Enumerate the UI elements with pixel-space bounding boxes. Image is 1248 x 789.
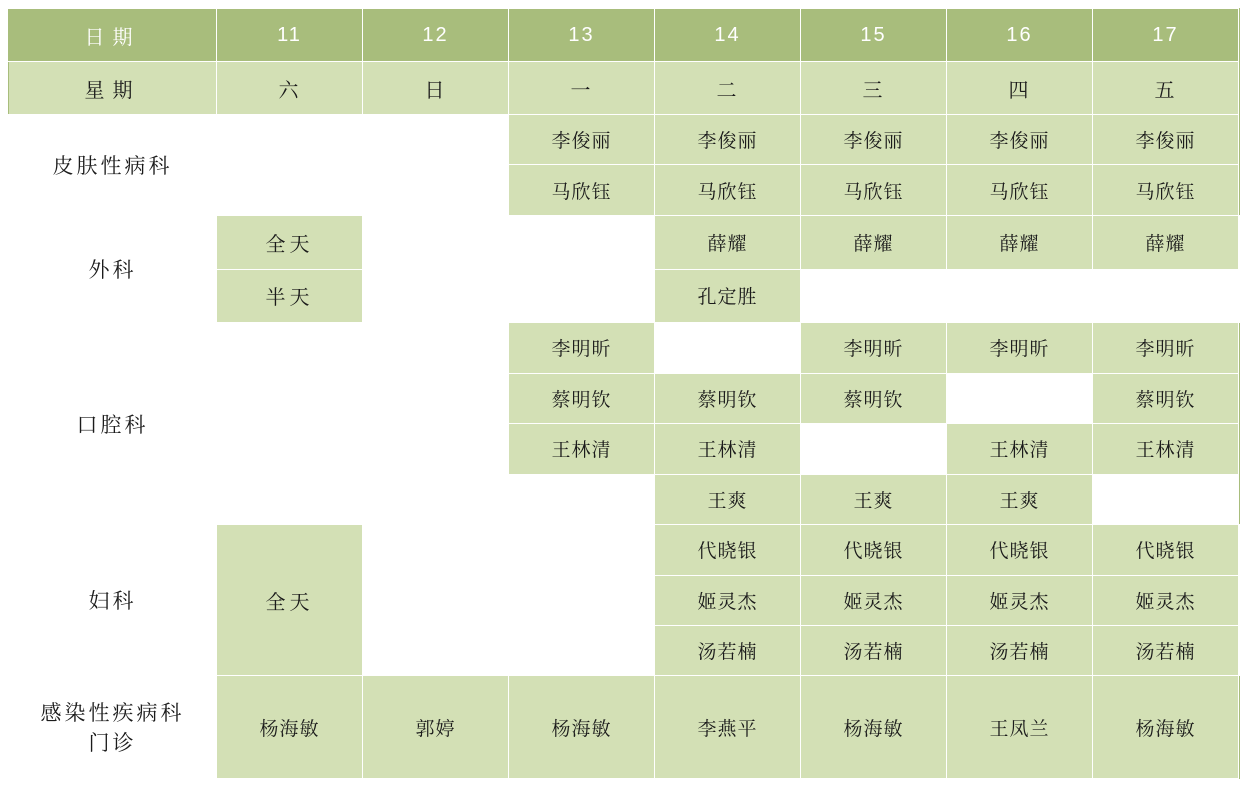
header-weekday-cell: 二: [655, 62, 801, 115]
schedule-cell-doctor: 薛耀: [655, 215, 801, 269]
department-name: 皮肤性病科: [9, 115, 217, 216]
schedule-cell-empty: [363, 525, 509, 575]
schedule-cell-doctor: 王林清: [509, 424, 655, 474]
schedule-cell-doctor: 杨海敏: [509, 676, 655, 779]
duty-schedule-table: [8, 8, 1240, 779]
schedule-cell-empty: [363, 165, 509, 215]
schedule-cell-doctor: 李俊丽: [1093, 115, 1239, 165]
schedule-cell-empty: [217, 474, 363, 524]
schedule-cell-doctor: 李俊丽: [509, 115, 655, 165]
header-weekday-cell: 五: [1093, 62, 1239, 115]
header-row-weekday: [9, 62, 1240, 115]
schedule-cell-empty: [509, 269, 655, 323]
schedule-cell-doctor: 代晓银: [655, 525, 801, 575]
schedule-cell-empty: [363, 269, 509, 323]
schedule-cell-doctor: [1239, 269, 1240, 323]
header-date-cell: 16: [947, 9, 1093, 62]
schedule-cell-doctor: 王爽: [655, 474, 801, 524]
header-date-label: 日期: [9, 9, 217, 62]
schedule-cell-doctor: 马欣钰: [947, 165, 1093, 215]
header-date-cell: 14: [655, 9, 801, 62]
header-weekday-cell: 四: [947, 62, 1093, 115]
department-name: 外科: [9, 215, 217, 322]
schedule-cell-doctor: 王爽: [801, 474, 947, 524]
department-shift-label: 半天: [217, 269, 363, 323]
schedule-cell-doctor: 姬灵杰: [801, 575, 947, 625]
schedule-cell-doctor: 李明昕: [1093, 323, 1239, 373]
header-date-cell: 15: [801, 9, 947, 62]
schedule-cell-doctor: 蔡明钦: [655, 373, 801, 423]
schedule-cell-doctor: 马欣钰: [801, 165, 947, 215]
schedule-cell-doctor: 李俊丽: [801, 115, 947, 165]
schedule-cell-doctor: [1239, 625, 1240, 675]
schedule-cell-doctor: 薛耀: [1093, 215, 1239, 269]
schedule-cell-empty: [655, 323, 801, 373]
schedule-cell-doctor: 马欣钰: [509, 165, 655, 215]
header-date-cell: 13: [509, 9, 655, 62]
schedule-cell-empty: [1093, 269, 1239, 323]
schedule-cell-doctor: 王爽: [947, 474, 1093, 524]
schedule-cell-doctor: 汤若楠: [655, 625, 801, 675]
schedule-cell-empty: [509, 525, 655, 575]
schedule-cell-doctor: 蔡明钦: [1093, 373, 1239, 423]
department-name: 口腔科: [9, 323, 217, 525]
schedule-cell-doctor: 杨海敏: [217, 676, 363, 779]
schedule-cell-doctor: 汤若楠: [801, 625, 947, 675]
schedule-cell-empty: [801, 269, 947, 323]
schedule-cell-doctor: 汤若楠: [1093, 625, 1239, 675]
schedule-cell-empty: [509, 625, 655, 675]
schedule-cell-doctor: 薛耀: [947, 215, 1093, 269]
department-shift-label: 全天: [217, 525, 363, 676]
schedule-cell-empty: [363, 424, 509, 474]
schedule-cell-empty: [509, 474, 655, 524]
header-row-date: [9, 9, 1240, 62]
schedule-cell-doctor: 姬灵杰: [655, 575, 801, 625]
department-name-line1: 感染性疾病科: [40, 702, 185, 726]
header-date-cell: 11: [217, 9, 363, 62]
schedule-cell-empty: [363, 115, 509, 165]
schedule-cell-empty: [363, 215, 509, 269]
schedule-cell-empty: [217, 165, 363, 215]
schedule-cell-doctor: 王林清: [655, 424, 801, 474]
schedule-cell-doctor: 薛耀: [801, 215, 947, 269]
department-name: [9, 676, 217, 779]
schedule-cell-doctor: 姬灵杰: [947, 575, 1093, 625]
schedule-cell-empty: [947, 373, 1093, 423]
schedule-cell-doctor: 李俊丽: [655, 115, 801, 165]
schedule-cell-empty: [217, 115, 363, 165]
schedule-cell-empty: [363, 575, 509, 625]
schedule-cell-doctor: 蔡明钦: [509, 373, 655, 423]
schedule-cell-empty: [509, 215, 655, 269]
header-weekday-label: 星期: [9, 62, 217, 115]
schedule-cell-empty: [363, 625, 509, 675]
schedule-row: [9, 525, 1240, 575]
schedule-cell-doctor: 李明昕: [947, 323, 1093, 373]
header-date-cell: 17: [1093, 9, 1239, 62]
schedule-cell-doctor: 李明昕: [509, 323, 655, 373]
schedule-cell-empty: [947, 269, 1093, 323]
header-weekday-cell: 一: [509, 62, 655, 115]
schedule-row: [9, 115, 1240, 165]
schedule-cell-empty: [363, 323, 509, 373]
schedule-cell-doctor: 代晓银: [947, 525, 1093, 575]
schedule-row: [9, 676, 1240, 779]
schedule-cell-doctor: 郭婷: [363, 676, 509, 779]
schedule-cell-doctor: 李明昕: [801, 323, 947, 373]
schedule-row: [9, 323, 1240, 373]
schedule-cell-empty: [1093, 474, 1239, 524]
schedule-cell-doctor: 李燕平: [655, 676, 801, 779]
header-weekday-cell: 三: [801, 62, 947, 115]
schedule-cell-doctor: [1239, 575, 1240, 625]
schedule-cell-doctor: 杨海敏: [801, 676, 947, 779]
schedule-cell-doctor: 王林清: [947, 424, 1093, 474]
schedule-cell-empty: [217, 373, 363, 423]
department-shift-label: 全天: [217, 215, 363, 269]
schedule-cell-empty: [217, 323, 363, 373]
schedule-cell-doctor: 王林清: [1093, 424, 1239, 474]
schedule-cell-doctor: 代晓银: [1093, 525, 1239, 575]
schedule-cell-empty: [217, 424, 363, 474]
schedule-cell-doctor: 姬灵杰: [1093, 575, 1239, 625]
schedule-cell-doctor: 马欣钰: [1093, 165, 1239, 215]
schedule-row: [9, 215, 1240, 269]
department-name: 妇科: [9, 525, 217, 676]
schedule-cell-doctor: 汤若楠: [947, 625, 1093, 675]
schedule-cell-doctor: 蔡明钦: [801, 373, 947, 423]
schedule-cell-empty: [509, 575, 655, 625]
header-weekday-cell: 六: [217, 62, 363, 115]
header-weekday-cell: 日: [363, 62, 509, 115]
schedule-cell-doctor: [1239, 215, 1240, 269]
schedule-cell-doctor: 王凤兰: [947, 676, 1093, 779]
schedule-cell-doctor: 马欣钰: [655, 165, 801, 215]
schedule-cell-empty: [801, 424, 947, 474]
department-name-line2: 门诊: [88, 732, 137, 756]
header-date-cell: 12: [363, 9, 509, 62]
schedule-cell-doctor: 杨海敏: [1093, 676, 1239, 779]
schedule-cell-empty: [363, 373, 509, 423]
schedule-cell-doctor: 孔定胜: [655, 269, 801, 323]
schedule-cell-doctor: 李俊丽: [947, 115, 1093, 165]
schedule-cell-doctor: 代晓银: [801, 525, 947, 575]
schedule-cell-doctor: [1239, 525, 1240, 575]
schedule-cell-empty: [363, 474, 509, 524]
